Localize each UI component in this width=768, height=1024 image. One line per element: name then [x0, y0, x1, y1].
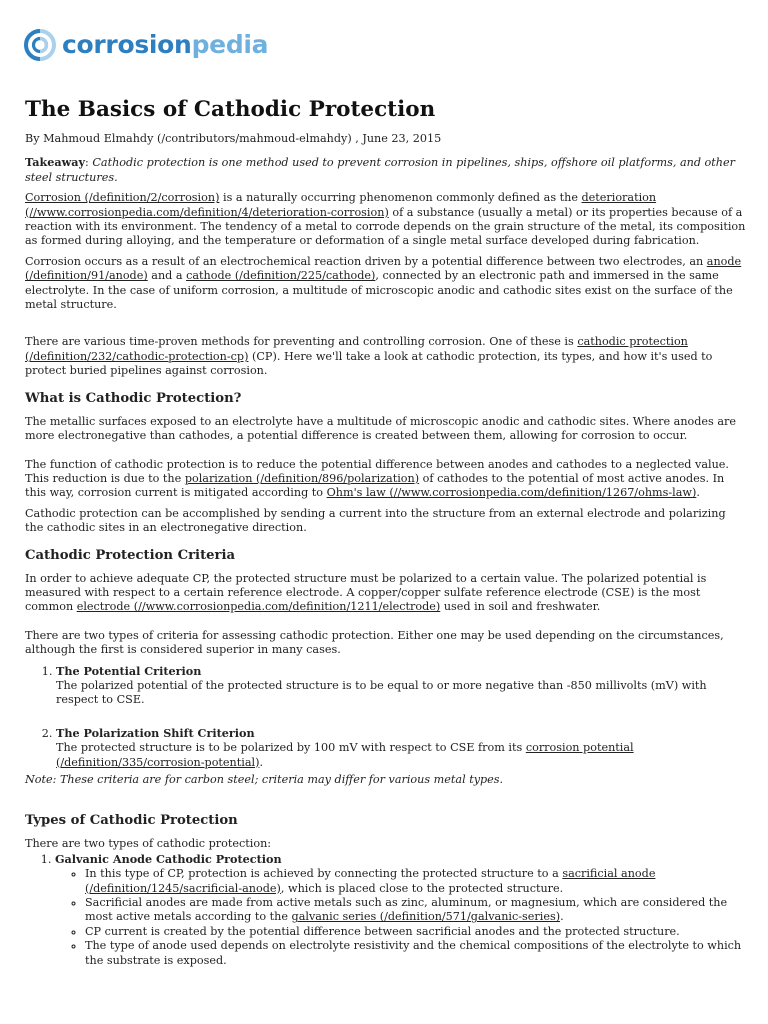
intro-p2-text-2: and a [147, 269, 187, 283]
s1-p2-text-1: The function of cathodic protection is to reduce the potential difference between anodes and cathodes to a neglected value. This reduction is due to the [25, 457, 729, 485]
article-title: The Basics of Cathodic Protection [25, 97, 436, 122]
spacer [25, 450, 747, 458]
spacer [56, 708, 747, 718]
section1-paragraph-2 [25, 458, 747, 501]
section3-intro: There are two types of cathodic protection: [25, 837, 272, 851]
spacer [25, 793, 747, 801]
list-item: ◦ The type of anode used depends on electrolyte resistivity and the chemical compositions of the electrolyte to which the substrate is exposed. [85, 939, 747, 968]
spacer [25, 318, 747, 335]
site-logo[interactable] [24, 28, 268, 62]
list-item [56, 664, 747, 718]
criterion-text-end: . [259, 755, 264, 769]
cathodic-protection-link[interactable]: cathodic protection (/definition/232/cathodic-protection-cp) [25, 335, 688, 363]
section1-paragraph-3: Cathodic protection can be accomplished by sending a current into the structure from an external electrode and polarizing the cathodic sites in an electronegative direction. [25, 506, 726, 535]
list-item [55, 852, 747, 968]
galvanic-bullet-list [55, 867, 747, 968]
list-item [85, 896, 747, 925]
logo-wordmark [62, 29, 269, 59]
anode-link[interactable]: anode (/definition/91/anode) [25, 254, 742, 283]
s1-p2-text-3: . [696, 486, 700, 500]
logo-text-corrosion: corrosion [62, 29, 192, 59]
takeaway-separator: : [85, 156, 93, 170]
heading-cp-criteria: Cathodic Protection Criteria [25, 547, 236, 563]
intro-p1-text-1: is a naturally occurring phenomenon commonly defined as the [219, 191, 582, 205]
section1-paragraph-1: The metallic surfaces exposed to an electrolyte have a multitude of microscopic anodic and cathodic sites. Where anodes are more electronegative than cathodes, a potential difference is created between them, allowing for corrosion to occur. [25, 414, 736, 443]
intro-p2-text-3: , connected by an electronic path and immersed in the same electrolyte. In the case of uniform corrosion, a multitude of microscopic anodic and cathodic sites exist on the surface of the metal structure. [25, 269, 733, 312]
heading-types-of-cp: Types of Cathodic Protection [25, 813, 238, 829]
criterion-title: The Potential Criterion [56, 663, 202, 678]
electrode-link[interactable]: electrode (//www.corrosionpedia.com/definition/1211/electrode) [76, 600, 441, 614]
s2-p1-text-1: In order to achieve adequate CP, the protected structure must be polarized to a certain value. The polarized potential is measured with respect to a certain reference electrode. A copper/copper sulfate reference electrode (CSE) is the most common [25, 571, 707, 614]
list-item [85, 867, 747, 896]
intro-p3-text-2: (CP). Here we'll take a look at cathodic protection, its types, and how it's used to protect buried pipelines against corrosion. [25, 349, 713, 378]
bullet-text: In this type of CP, protection is achieved by connecting the protected structure to a [85, 867, 563, 881]
corrosion-link[interactable]: Corrosion (/definition/2/corrosion) [25, 191, 220, 205]
intro-paragraph-3 [25, 335, 747, 378]
intro-p2-text-1: Corrosion occurs as a result of an electrochemical reaction driven by a potential difference between two electrodes, an [25, 254, 707, 268]
type-title: Galvanic Anode Cathodic Protection [55, 851, 282, 866]
takeaway-label: Takeaway [25, 155, 86, 170]
takeaway-paragraph [25, 155, 747, 185]
bullet-text-end: , which is placed close to the protected structure. [280, 881, 564, 895]
s2-p1-text-2: used in soil and freshwater. [440, 600, 601, 614]
types-list [25, 852, 747, 968]
spacer [25, 621, 747, 629]
section2-paragraph-2: There are two types of criteria for assessing cathodic protection. Either one may be used depending on the circumstances, although the first is considered superior in many cases. [25, 628, 724, 657]
bullet-text-end: . [560, 910, 564, 924]
criterion-title: The Polarization Shift Criterion [56, 725, 255, 740]
polarization-link[interactable]: polarization (/definition/896/polarization) [184, 471, 420, 485]
heading-what-is-cp: What is Cathodic Protection? [25, 390, 242, 406]
criterion-text: The protected structure is to be polarized by 100 mV with respect to CSE from its [56, 741, 526, 755]
list-item: ◦ CP current is created by the potential difference between sacrificial anodes and the protected structure. [85, 925, 747, 939]
list-item [56, 726, 747, 770]
deterioration-link[interactable]: deterioration (//www.corrosionpedia.com/definition/4/deterioration-corrosion) [25, 191, 657, 219]
intro-p1-text-2: of a substance (usually a metal) or its properties because of a reaction with its environment. The tendency of a metal to corrode depends on the grain structure of the metal, its composition as formed during alloying, and the temperature or deformation of a single metal surface developed during fabrication. [25, 205, 746, 248]
ohms-law-link[interactable]: Ohm's law (//www.corrosionpedia.com/definition/1267/ohms-law) [326, 486, 697, 500]
article-byline: By Mahmoud Elmahdy (/contributors/mahmoud-elmahdy) , June 23, 2015 [25, 132, 442, 145]
corrosion-potential-link[interactable]: corrosion potential (/definition/335/corrosion-potential) [56, 741, 634, 769]
section2-paragraph-1 [25, 572, 747, 615]
logo-text-pedia: pedia [191, 29, 269, 59]
criterion-text: The polarized potential of the protected structure is to be equal to or more negative than -850 millivolts (mV) with respect to CSE. [56, 678, 707, 707]
intro-p3-text-1: There are various time-proven methods for preventing and controlling corrosion. One of these is [25, 335, 578, 349]
intro-paragraph-1 [25, 191, 747, 249]
criteria-note: Note: These criteria are for carbon steel; criteria may differ for various metal types. [25, 773, 504, 786]
bullet-text: Sacrificial anodes are made from active metals such as zinc, aluminum, or magnesium, which are considered the most active metals according to the [85, 896, 728, 924]
intro-paragraph-2 [25, 255, 747, 313]
article-content [25, 96, 747, 968]
corrosionpedia-logo-icon [24, 29, 56, 61]
s1-p2-text-2: of cathodes to the potential of most active anodes. In this way, corrosion current is mitigated according to [25, 471, 725, 500]
galvanic-series-link[interactable]: galvanic series (/definition/571/galvanic-series) [291, 910, 561, 924]
cathode-link[interactable]: cathode (/definition/225/cathode) [186, 269, 376, 283]
criteria-list [25, 664, 747, 770]
takeaway-text: Cathodic protection is one method used to prevent corrosion in pipelines, ships, offshore oil platforms, and other steel structures. [25, 156, 735, 184]
sacrificial-anode-link[interactable]: sacrificial anode (/definition/1245/sacrificial-anode) [85, 867, 656, 895]
